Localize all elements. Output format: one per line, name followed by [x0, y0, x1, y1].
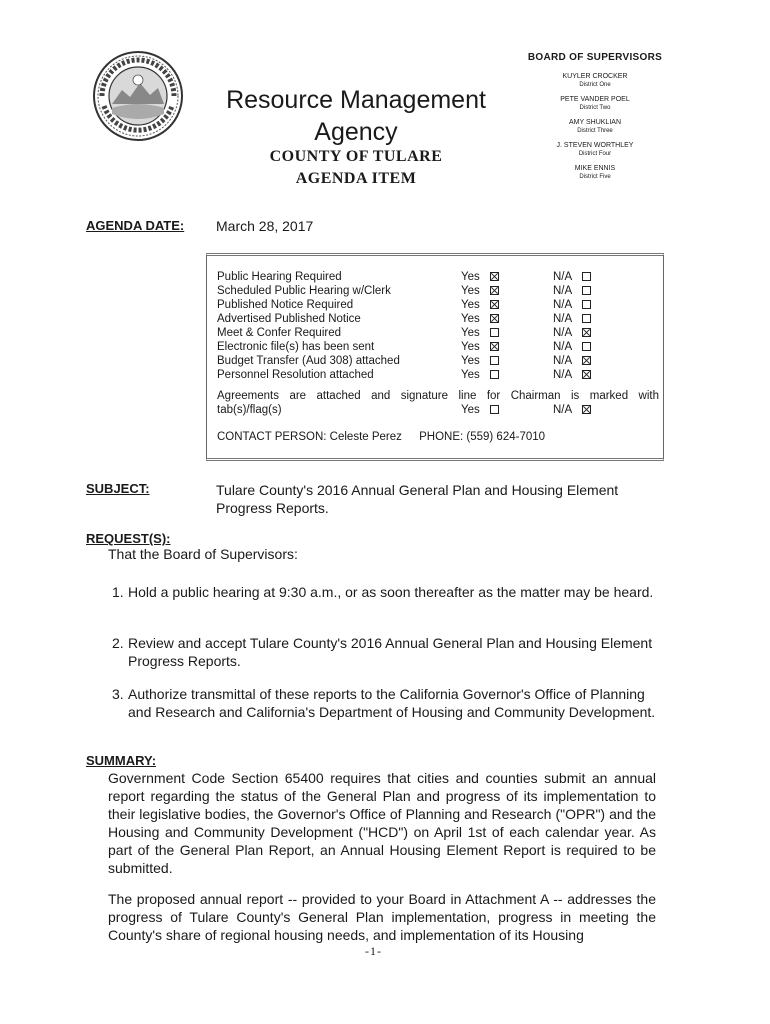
subject-value: Tulare County's 2016 Annual General Plan and Housing Element Progress Reports.: [216, 482, 619, 516]
request-item-number: 1.: [112, 584, 124, 600]
na-label: N/A: [553, 271, 573, 283]
agency-title-line1: Resource Management: [226, 86, 486, 114]
request-item-text: Authorize transmittal of these reports to the California Governor's Office of Planning and Research and California's Department of Housing and Community Development.: [128, 686, 656, 720]
na-label: N/A: [553, 341, 573, 353]
yes-checkbox[interactable]: [490, 314, 499, 323]
member-district: District Two: [579, 105, 611, 111]
request-item-text: Hold a public hearing at 9:30 a.m., or as soon thereafter as the matter may be heard.: [128, 584, 654, 600]
na-label: N/A: [553, 285, 573, 297]
summary-paragraph: The proposed annual report -- provided to your Board in Attachment A -- addresses the progress of Tulare County's General Plan implementation, progress in meeting the County's share of regional housing needs, and implementation of its Housing: [108, 891, 656, 943]
summary-paragraph: Government Code Section 65400 requires that cities and counties submit an annual report regarding the status of the General Plan and progress of its implementation to their legislative bodies, the Governor's Office of Planning and Research ("OPR") and the Housing and Community Development ("HCD") on April 1st of each calendar year. As part of the General Plan Report, an Annual Housing Element Report is required to be submitted.: [108, 770, 656, 876]
board-member: [500, 72, 690, 90]
board-member: [500, 164, 690, 182]
checklist-row-label: Advertised Published Notice: [217, 313, 361, 325]
yes-checkbox[interactable]: [490, 328, 499, 337]
yes-label: Yes: [461, 355, 480, 367]
request-intro: That the Board of Supervisors:: [108, 546, 298, 562]
member-name: MIKE ENNIS: [574, 165, 616, 172]
request-label: REQUEST(S):: [86, 531, 171, 546]
yes-checkbox[interactable]: [490, 370, 499, 379]
yes-checkbox[interactable]: [490, 356, 499, 365]
yes-checkbox[interactable]: [490, 342, 499, 351]
na-checkbox[interactable]: [582, 314, 591, 323]
na-label: N/A: [553, 355, 573, 367]
checklist-row-label: Public Hearing Required: [217, 271, 342, 283]
na-label: N/A: [553, 313, 573, 325]
member-district: District Four: [578, 151, 612, 157]
yes-label: Yes: [461, 404, 480, 416]
member-name: J. STEVEN WORTHLEY: [556, 142, 634, 149]
member-name: KUYLER CROCKER: [562, 73, 628, 80]
checklist-row-label: Published Notice Required: [217, 299, 354, 311]
member-name: PETE VANDER POEL: [560, 96, 630, 103]
agenda-date-label: AGENDA DATE:: [86, 218, 185, 233]
contact-line: [217, 431, 545, 443]
checklist-row-label: Budget Transfer (Aud 308) attached: [217, 355, 400, 367]
na-label: N/A: [553, 369, 573, 381]
board-member: [500, 118, 690, 136]
request-item-number: 3.: [112, 686, 124, 702]
summary-label: SUMMARY:: [86, 753, 157, 768]
checklist-row-label: tab(s)/flag(s): [217, 404, 282, 416]
contact-person: CONTACT PERSON: Celeste Perez: [217, 431, 402, 443]
checklist-panel: [206, 253, 664, 461]
member-district: District Three: [577, 128, 613, 134]
na-checkbox[interactable]: [582, 272, 591, 281]
yes-label: Yes: [461, 341, 480, 353]
member-district: District One: [579, 82, 611, 88]
yes-label: Yes: [461, 299, 480, 311]
request-item-text: Review and accept Tulare County's 2016 Annual General Plan and Housing Element Progress Reports.: [128, 635, 653, 669]
subject-label: SUBJECT:: [86, 481, 150, 496]
member-district: District Five: [579, 174, 611, 180]
yes-label: Yes: [461, 313, 480, 325]
checklist-row-label: Electronic file(s) has been sent: [217, 341, 375, 353]
na-checkbox[interactable]: [582, 328, 591, 337]
na-checkbox[interactable]: [582, 370, 591, 379]
member-name: AMY SHUKLIAN: [569, 119, 621, 126]
na-label: N/A: [553, 327, 573, 339]
agenda-item-heading: AGENDA ITEM: [295, 170, 417, 187]
na-label: N/A: [553, 404, 573, 416]
agency-title: [196, 84, 516, 148]
request-item: [112, 634, 656, 670]
yes-checkbox[interactable]: [490, 272, 499, 281]
na-checkbox[interactable]: [582, 286, 591, 295]
board-of-supervisors: [500, 52, 690, 187]
na-checkbox[interactable]: [582, 300, 591, 309]
checklist-row-label: Personnel Resolution attached: [217, 369, 374, 381]
yes-label: Yes: [461, 369, 480, 381]
agenda-date-value: March 28, 2017: [216, 218, 314, 234]
yes-label: Yes: [461, 271, 480, 283]
county-seal-logo: [92, 50, 184, 142]
county-heading: [196, 146, 516, 190]
contact-phone: PHONE: (559) 624-7010: [419, 431, 546, 443]
request-item: [112, 685, 656, 721]
board-member: [500, 141, 690, 159]
na-checkbox[interactable]: [582, 405, 591, 414]
checklist-row-label: Meet & Confer Required: [217, 327, 342, 339]
page-number: -1-: [365, 944, 382, 958]
county-name: COUNTY OF TULARE: [269, 148, 443, 165]
yes-label: Yes: [461, 285, 480, 297]
checklist-row-label: Scheduled Public Hearing w/Clerk: [217, 285, 391, 297]
na-label: N/A: [553, 299, 573, 311]
na-checkbox[interactable]: [582, 342, 591, 351]
yes-checkbox[interactable]: [490, 286, 499, 295]
agreements-text: Agreements are attached and signature line for Chairman is marked with: [217, 390, 659, 402]
request-item-number: 2.: [112, 635, 124, 651]
board-title: BOARD OF SUPERVISORS: [527, 52, 663, 63]
yes-checkbox[interactable]: [490, 405, 499, 414]
agency-title-line2: Agency: [314, 118, 398, 146]
yes-label: Yes: [461, 327, 480, 339]
board-member: [500, 95, 690, 113]
yes-checkbox[interactable]: [490, 300, 499, 309]
request-item: [112, 583, 656, 601]
na-checkbox[interactable]: [582, 356, 591, 365]
